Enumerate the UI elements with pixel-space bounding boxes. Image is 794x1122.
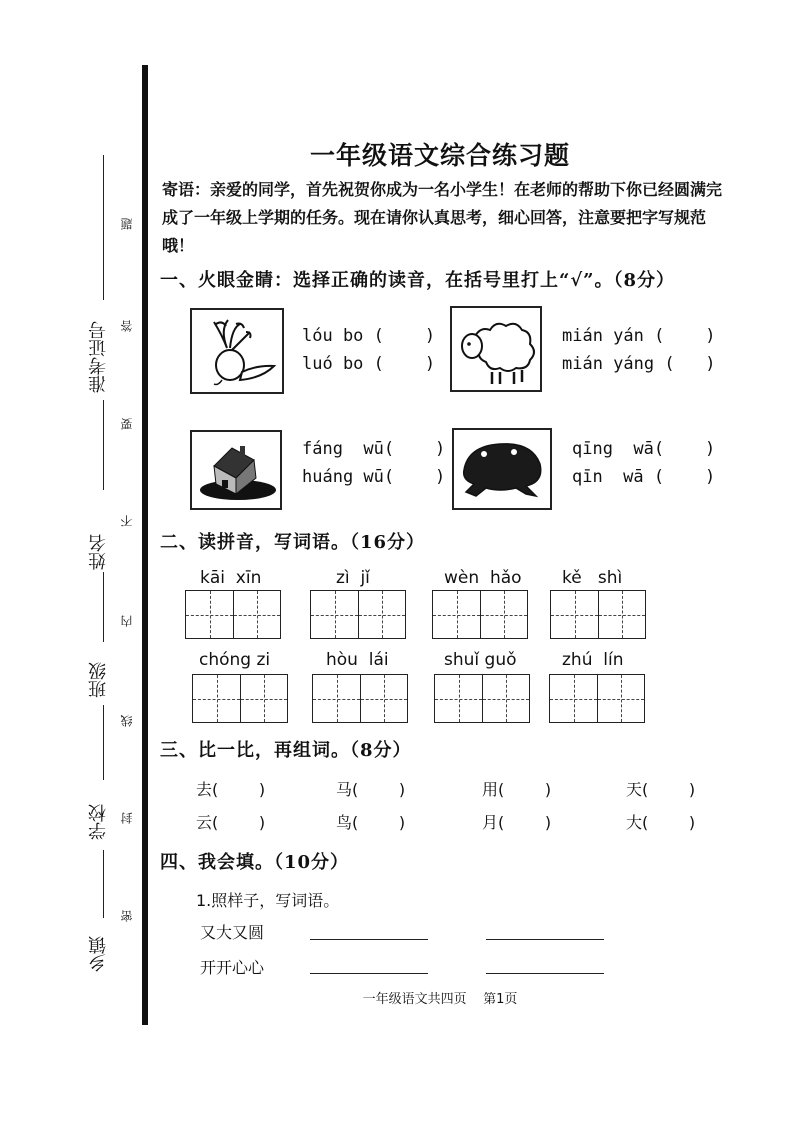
answer-line[interactable] <box>310 972 428 974</box>
writing-grid[interactable] <box>185 590 281 639</box>
seal-char: 要 <box>120 418 134 430</box>
answer-line[interactable] <box>486 972 604 974</box>
example-word: 又大又圆 <box>200 923 265 942</box>
seal-char: 封 <box>120 812 134 824</box>
compare-item[interactable]: 去( ) <box>196 780 266 799</box>
page-footer: 一年级语文共四页 第1页 <box>362 992 518 1007</box>
frog-option-2[interactable]: qīn wā ( ) <box>572 467 716 487</box>
writing-grid[interactable] <box>192 674 288 723</box>
house-image <box>190 430 282 510</box>
pinyin-label: hòu lái <box>326 650 389 670</box>
intro-message: 寄语：亲爱的同学，首先祝贺你成为一名小学生！在老师的帮助下你已经圆满完成了一年级上学期的任务。现在请你认真思考，细心回答，注意要把字写规范哦！ <box>162 180 723 255</box>
radish-image <box>190 308 284 394</box>
section2-heading: 二、读拼音，写词语。（16分） <box>160 532 426 553</box>
sheep-option-1[interactable]: mián yán ( ) <box>562 326 716 346</box>
house-option-2[interactable]: huáng wū( ) <box>302 467 446 487</box>
section4-subheading: 1.照样子，写词语。 <box>196 891 340 910</box>
seal-char: 答 <box>120 320 134 332</box>
town-label: 乡镇 <box>88 936 109 972</box>
pinyin-label: kāi xīn <box>200 568 262 588</box>
binding-margin-line <box>142 65 148 1025</box>
writing-grid[interactable] <box>312 674 408 723</box>
frog-image <box>452 428 552 510</box>
class-label: 班级 <box>88 662 109 698</box>
radish-option-2[interactable]: luó bo ( ) <box>302 354 436 374</box>
radish-option-1[interactable]: lóu bo ( ) <box>302 326 436 346</box>
page-title: 一年级语文综合练习题 <box>309 141 570 170</box>
example-word: 开开心心 <box>200 958 265 977</box>
pinyin-label: kě shì <box>562 568 623 588</box>
compare-item[interactable]: 天( ) <box>626 780 696 799</box>
name-label: 姓名 <box>88 534 109 570</box>
town-underline <box>103 850 104 918</box>
pinyin-label: chóng zi <box>199 650 271 670</box>
compare-item[interactable]: 大( ) <box>626 813 696 832</box>
section1-heading: 一、火眼金睛：选择正确的读音，在括号里打上“√”。（8分） <box>160 270 676 291</box>
frog-option-1[interactable]: qīng wā( ) <box>572 439 716 459</box>
exam-number-underline <box>103 155 104 300</box>
seal-char: 不 <box>120 515 134 527</box>
compare-item[interactable]: 鸟( ) <box>336 813 406 832</box>
school-underline <box>103 705 104 780</box>
writing-grid[interactable] <box>549 674 645 723</box>
seal-char: 线 <box>120 715 134 727</box>
name-underline <box>103 400 104 490</box>
class-underline <box>103 572 104 642</box>
answer-line[interactable] <box>310 938 428 940</box>
section3-heading: 三、比一比，再组词。（8分） <box>160 740 412 761</box>
sheep-option-2[interactable]: mián yáng ( ) <box>562 354 716 374</box>
pinyin-label: zì jǐ <box>336 568 370 588</box>
writing-grid[interactable] <box>310 590 406 639</box>
writing-grid[interactable] <box>550 590 646 639</box>
seal-char: 内 <box>120 615 134 627</box>
compare-item[interactable]: 云( ) <box>196 813 266 832</box>
sheep-image <box>450 306 542 392</box>
answer-line[interactable] <box>486 938 604 940</box>
pinyin-label: zhú lín <box>562 650 624 670</box>
compare-item[interactable]: 马( ) <box>336 780 406 799</box>
house-option-1[interactable]: fáng wū( ) <box>302 439 446 459</box>
exam-number-label: 准考证号 <box>88 321 109 393</box>
compare-item[interactable]: 用( ) <box>482 780 552 799</box>
seal-char: 密 <box>120 910 134 922</box>
pinyin-label: wèn hǎo <box>444 568 522 588</box>
section4-heading: 四、我会填。（10分） <box>160 852 350 873</box>
pinyin-label: shuǐ guǒ <box>444 650 517 670</box>
writing-grid[interactable] <box>434 674 530 723</box>
school-label: 学校 <box>88 804 109 840</box>
seal-char: 题 <box>120 218 134 230</box>
compare-item[interactable]: 月( ) <box>482 813 552 832</box>
writing-grid[interactable] <box>432 590 528 639</box>
